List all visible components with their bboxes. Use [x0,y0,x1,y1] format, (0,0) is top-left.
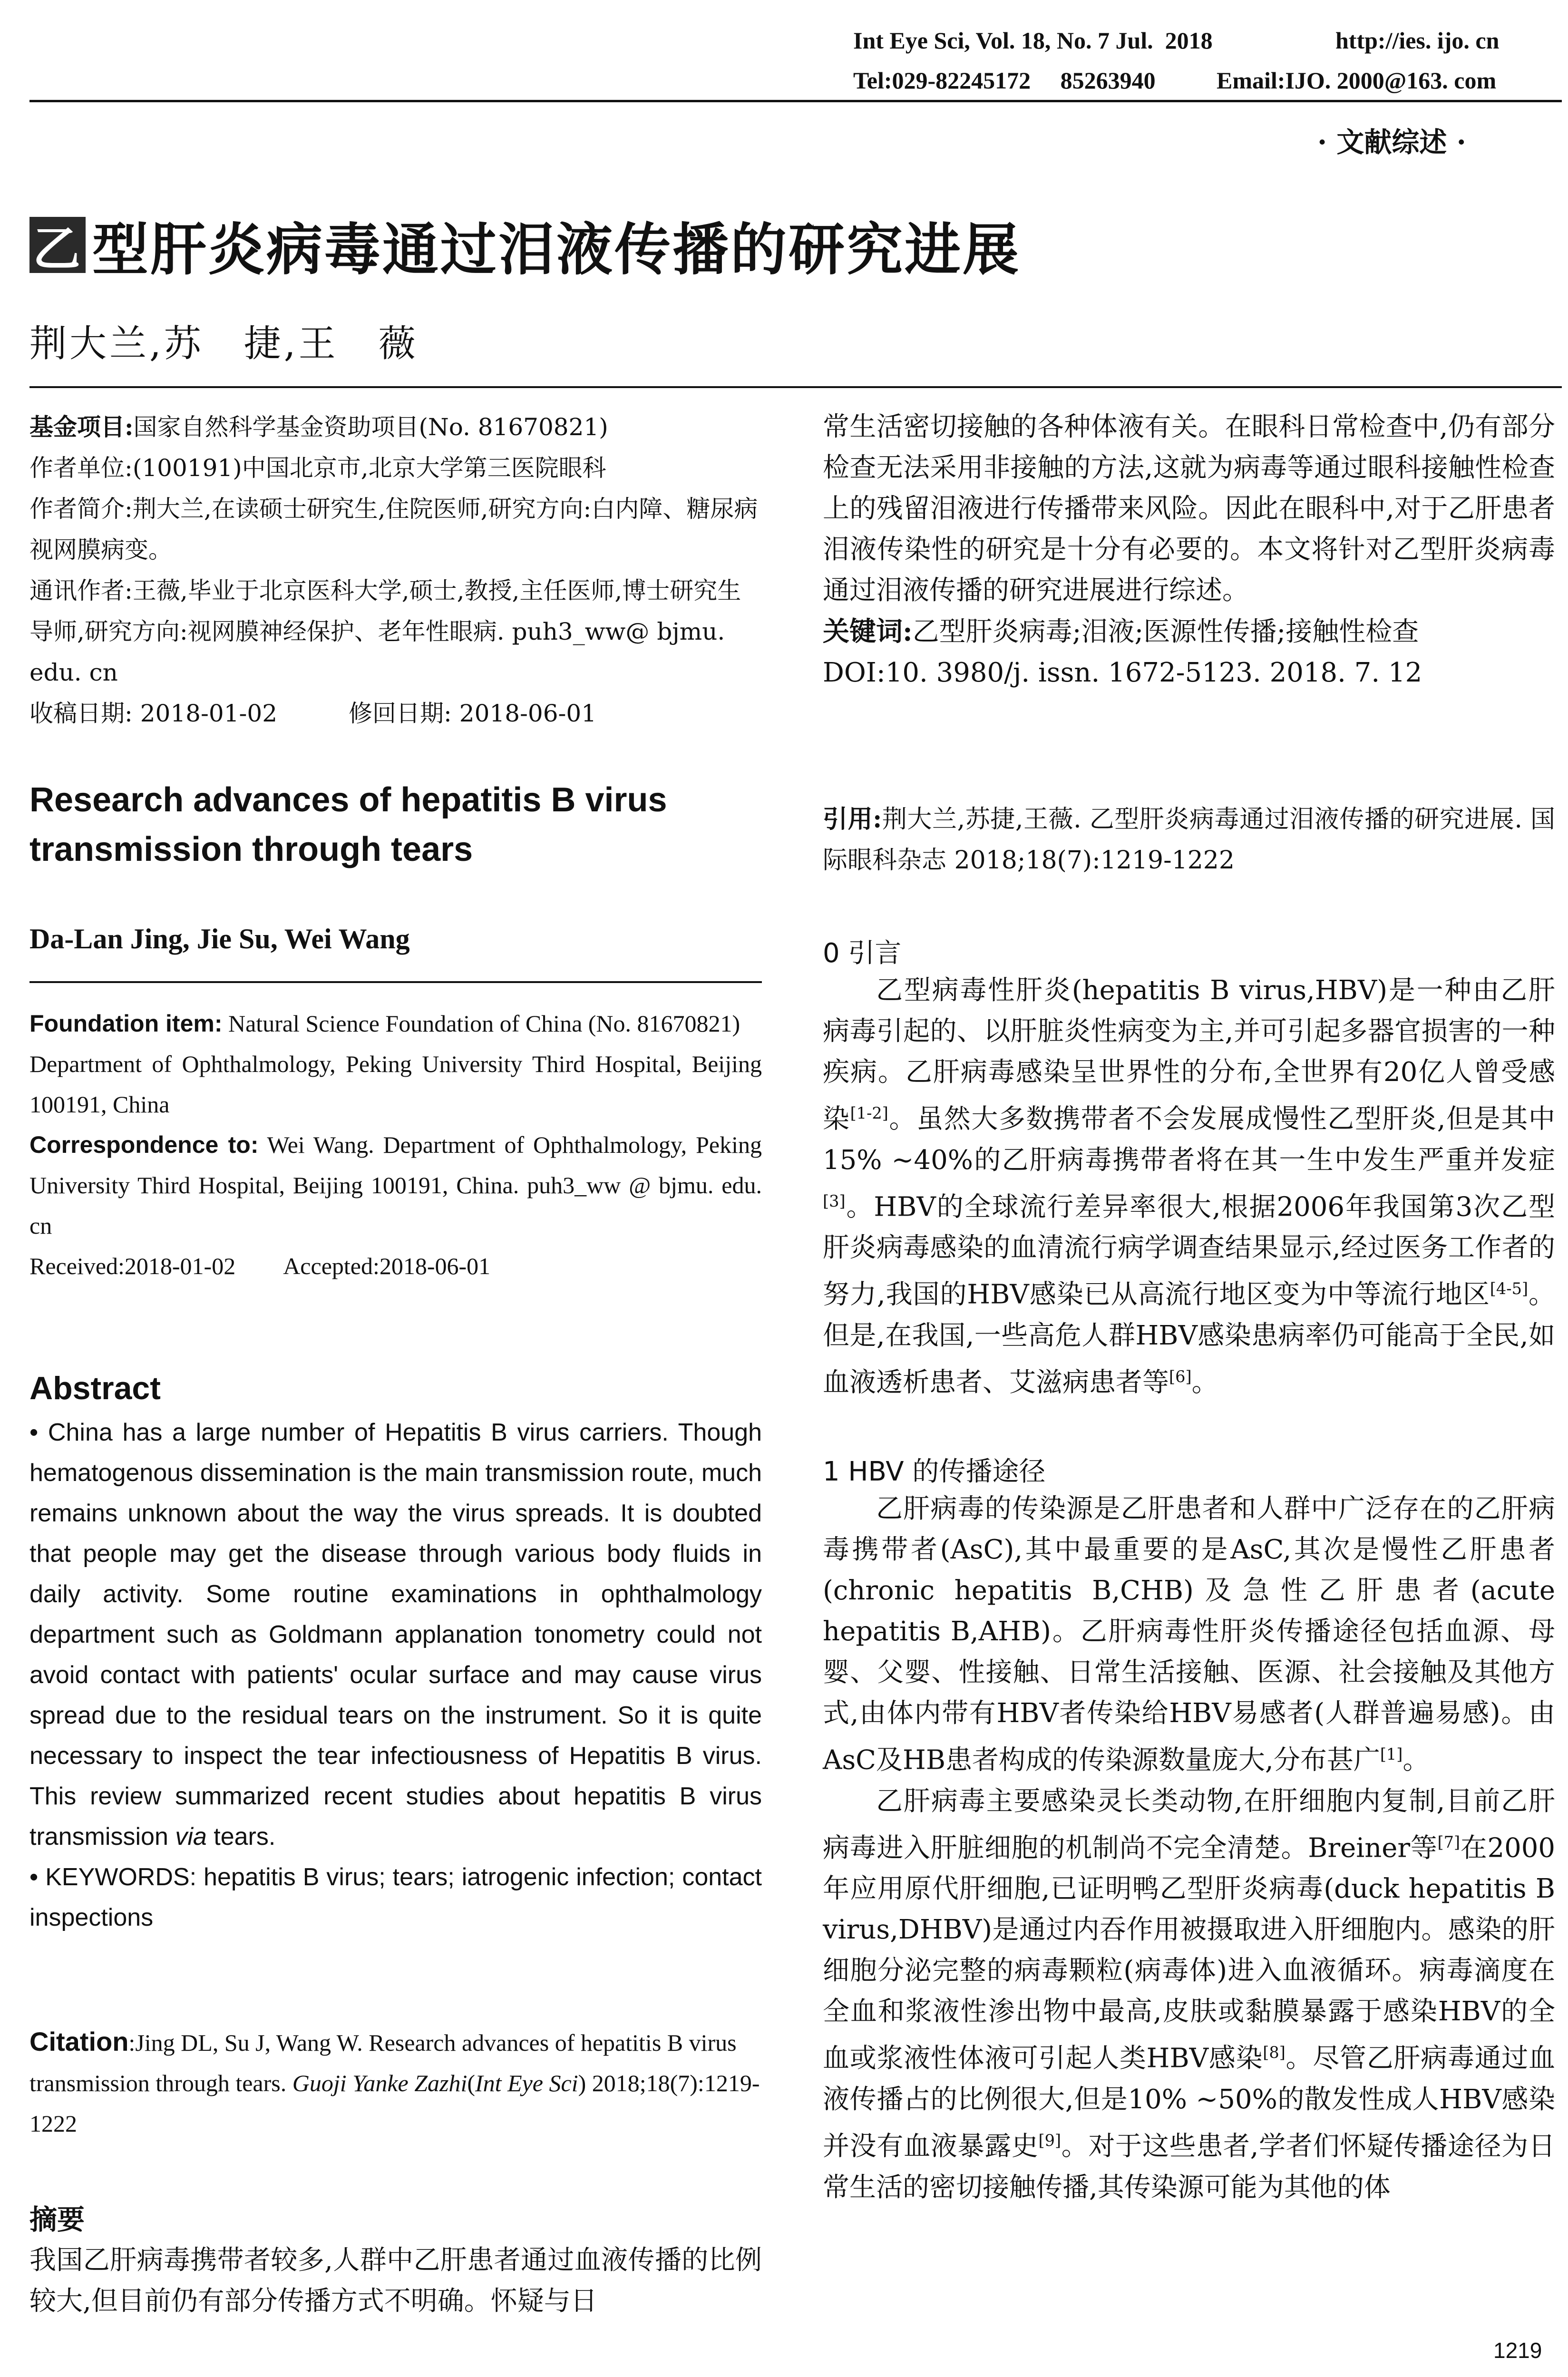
dates-cn: 收稿日期: 2018-01-02 修回日期: 2018-06-01 [29,700,597,727]
page-number: 1219 [1493,2338,1542,2363]
meta-cn [29,407,762,734]
citation-en: Citation:Jing DL, Su J, Wang W. Research advances of hepatitis B virus transmission through tears. Guoji Yanke Zazhi(Int Eye Sci) 2018;18(7):1219-1222 [29,2026,760,2137]
abstract-cn-body-left: 我国乙肝病毒携带者较多,人群中乙肝患者通过血液传播的比例较大,但目前仍有部分传播方式不明确。怀疑与日 [29,2245,762,2317]
english-title: Research advances of hepatitis B virus transmission through tears [29,781,667,868]
citation-cn: 引用:荆大兰,苏捷,王薇. 乙型肝炎病毒通过泪液传播的研究进展. 国际眼科杂志 2018;18(7):1219-1222 [823,805,1555,875]
doi: DOI:10. 3980/j. issn. 1672-5123. 2018. 7. 12 [823,657,1422,688]
affiliation-cn: 作者单位:(100191)中国北京市,北京大学第三医院眼科 [29,454,606,482]
journal-url: http://ies. ijo. cn [1335,27,1500,54]
english-meta [29,1003,762,1286]
header-rule [29,100,1562,102]
intro-body: 乙型病毒性肝炎(hepatitis B virus,HBV)是一种由乙肝病毒引起的、以肝脏炎性病变为主,并可引起多器官损害的一种疾病。乙肝病毒感染呈世界性的分布,全世界有20亿人曾受感染[1-2]。虽然大多数携带者不会发展成慢性乙型肝炎,但是其中15% ~40%的乙肝病毒携带者将在其一生中发生严重并发症[3]。HBV的全球流行差异率很大,根据2006年我国第3次乙型肝炎病毒感染的血清流行病学调查结果显示,经过医务工作者的努力,我国的HBV感染已从高流行地区变为中等流行地区[4-5]。但是,在我国,一些高危人群HBV感染患病率仍可能高于全民,如血液透析患者、艾滋病患者等[6]。 [823,975,1556,1398]
author-intro-cn: 作者简介:荆大兰,在读硕士研究生,住院医师,研究方向:白内障、糖尿病视网膜病变。 [29,495,758,564]
section1-body: 乙肝病毒的传染源是乙肝患者和人群中广泛存在的乙肝病毒携带者(AsC),其中最重要的是AsC,其次是慢性乙肝患者(chronic hepatitis B,CHB)及急性乙肝患者(acute hepatitis B,AHB)。乙肝病毒性肝炎传播途径包括血源、母婴、父婴、性接触、日常生活接触、医源、社会接触及其他方式,由体内带有HBV者传染给HBV易感者(人群普遍易感)。由AsC及HB患者构成的传染源数量庞大,分布甚广[1]。 乙肝病毒主要感染灵长类动物,在肝细胞内复制,目前乙肝病毒进入肝脏细胞的机制尚不完全清楚。Breiner等[7]在2000年应用原代肝细胞,已证明鸭乙型肝炎病毒(duck hepatitis B virus,DHBV)是通过内吞作用被摄取进入肝细胞内。感染的肝细胞分泌完整的病毒颗粒(病毒体)进入血液循环。病毒滴度在全血和浆液性渗出物中最高,皮肤或黏膜暴露于感染HBV的全血或浆液性体液可引起人类HBV感染[8]。尽管乙肝病毒通过血液传播占的比例很大,但是10% ~50%的散发性成人HBV感染并没有血液暴露史[9]。对于这些患者,学者们怀疑传播途径为日常生活的密切接触传播,其传染源可能为其他的体 [823,1493,1556,2203]
authors-cn: 荆大兰,苏 捷,王 薇 [29,322,419,365]
department-en: Department of Ophthalmology, Peking University Third Hospital, Beijing 100191, China [29,1051,762,1118]
abstract-keywords: • KEYWORDS: hepatitis B virus; tears; iatrogenic infection; contact inspections [29,1863,762,1931]
page-title [29,205,1021,285]
english-authors: Da-Lan Jing, Jie Su, Wei Wang [29,923,410,955]
journal-info: Int Eye Sci, Vol. 18, No. 7 Jul. 2018 [853,27,1213,54]
intro-heading: 0 引言 [823,938,902,969]
abstract-body: • China has a large number of Hepatitis B virus carriers. Though hematogenous dissemination is the main transmission route, much remains unknown about the way the virus spreads. It is doubted that people may get the disease through various body fluids in daily activity. Some routine examinations in ophthalmology department such as Goldmann applanation tonometry could not avoid contact with patients' ocular surface and may cause virus spread due to the residual tears on the instrument. So it is quite necessary to inspect the tear infectiousness of Hepatitis B virus. This review summarized recent studies about hepatitis B virus transmission via tears. • KEYWORDS: hepatitis B virus; tears; iatrogenic infection; contact inspections [29,1413,762,1938]
foundation-cn: 基金项目:国家自然科学基金资助项目(No. 81670821) [29,413,608,441]
title-first-char: 乙 [29,217,86,273]
journal-email: Email:IJO. 2000@163. com [1217,67,1497,94]
section-tag: · 文献综述 · [1317,126,1466,158]
title-rule [29,386,1562,388]
abstract-cn-body-right: 常生活密切接触的各种体液有关。在眼科日常检查中,仍有部分检查无法采用非接触的方法,这就为病毒等通过眼科接触性检查上的残留泪液进行传播带来风险。因此在眼科中,对于乙肝患者泪液传染性的研究是十分有必要的。本文将针对乙型肝炎病毒通过泪液传播的研究进展进行综述。 关键词:乙型肝炎病毒;泪液;医源性传播;接触性检查 DOI:10. 3980/j. issn. 1672-5123. 2018. 7. 12 [823,407,1555,693]
keywords-cn: 关键词:乙型肝炎病毒;泪液;医源性传播;接触性检查 [823,616,1419,647]
dates-en: Received:2018-01-02 Accepted:2018-06-01 [29,1253,491,1279]
abstract-cn-heading: 摘要 [29,2203,85,2236]
correspondence-cn: 通讯作者:王薇,毕业于北京医科大学,硕士,教授,主任医师,博士研究生导师,研究方向:视网膜神经保护、老年性眼病. puh3_ww@ bjmu. edu. cn [29,577,741,686]
abstract-heading: Abstract [29,1370,161,1406]
title-text: 型肝炎病毒通过泪液传播的研究进展 [92,216,1021,283]
section1-heading: 1 HBV 的传播途径 [823,1456,1046,1487]
foundation-en: Foundation item: Natural Science Foundation of China (No. 81670821) [29,1010,740,1037]
journal-tel: Tel:029-82245172 85263940 [853,67,1156,94]
correspondence-en: Correspondence to: Wei Wang. Department of Ophthalmology, Peking University Third Hospital, Beijing 100191, China. puh3_ww @ bjmu. edu. cn [29,1131,762,1239]
authors-rule [29,981,762,983]
